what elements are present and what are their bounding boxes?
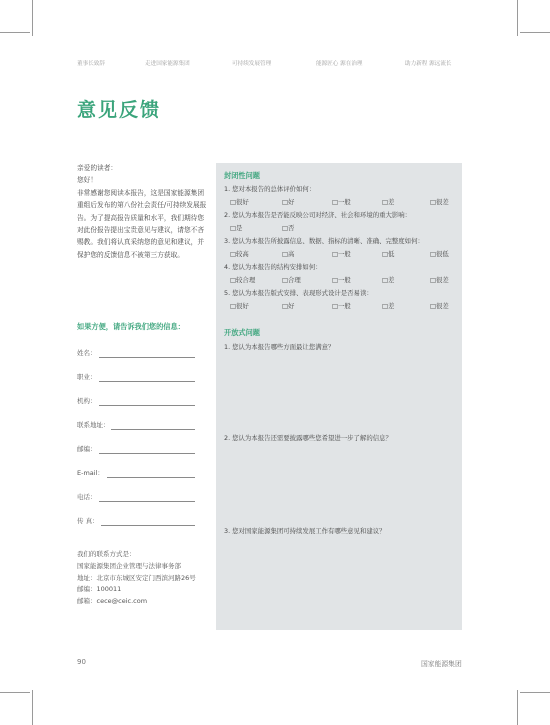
open-question-3: 3. 您对国家能源集团可持续发展工作有哪些意见和建议？: [224, 527, 386, 535]
closed-question-3: 3. 您认为本报告所披露信息、数据、指标的清晰、准确、完整度如何：: [224, 237, 424, 245]
occupation-field: [77, 372, 97, 381]
option-checkbox[interactable]: □是: [230, 224, 243, 232]
option-checkbox[interactable]: □否: [282, 224, 295, 232]
nav-item-management: 可持续发展管理: [232, 61, 272, 67]
contact-department: 国家能源集团企业管理与法律事务部: [77, 561, 181, 570]
contact-email: 邮箱：cece@ceic.com: [77, 597, 148, 606]
crop-mark: [0, 692, 30, 693]
contact-postcode: 邮编：100011: [77, 585, 122, 594]
option-checkbox[interactable]: □很差: [430, 302, 449, 310]
option-checkbox[interactable]: □很好: [230, 198, 249, 206]
option-checkbox[interactable]: □一般: [332, 198, 351, 206]
open-questions-title: 开放式问题: [224, 328, 260, 337]
intro-letter: [77, 162, 209, 261]
option-checkbox[interactable]: □差: [382, 302, 395, 310]
email-label: E-mail：: [77, 469, 104, 477]
phone-input-line[interactable]: [99, 501, 195, 502]
crop-mark: [520, 32, 550, 33]
postcode-input-line[interactable]: [99, 453, 195, 454]
crop-mark: [32, 0, 33, 36]
crop-mark: [517, 690, 518, 725]
phone-label: 电话：: [77, 493, 97, 501]
option-checkbox[interactable]: □一般: [332, 250, 351, 258]
greeting: 亲爱的读者：: [77, 164, 118, 172]
option-checkbox[interactable]: □一般: [332, 302, 351, 310]
name-field: [77, 348, 97, 357]
name-input-line[interactable]: [99, 357, 195, 358]
option-checkbox[interactable]: □高: [282, 250, 295, 258]
option-checkbox[interactable]: □好: [282, 302, 295, 310]
organization-input-line[interactable]: [99, 405, 195, 406]
contact-intro: 我们的联系方式是：: [77, 550, 136, 558]
fax-input-line[interactable]: [101, 525, 195, 526]
option-checkbox[interactable]: □合理: [282, 276, 301, 284]
organization-label: 机构：: [77, 397, 97, 405]
postcode-field: [77, 444, 97, 453]
fax-field: [77, 516, 99, 525]
nav-item-governance: 能源匠心 源在治理: [316, 61, 363, 67]
closed-options-1: [230, 197, 460, 206]
crop-mark: [520, 692, 550, 693]
fax-label: 传 真：: [77, 517, 99, 525]
name-label: 姓名：: [77, 349, 97, 357]
crop-mark: [517, 0, 518, 36]
option-checkbox[interactable]: □差: [382, 276, 395, 284]
nav-item-about: 走进国家能源集团: [145, 61, 190, 67]
option-checkbox[interactable]: □好: [282, 198, 295, 206]
phone-field: [77, 492, 97, 501]
closed-options-3: [230, 249, 460, 258]
option-checkbox[interactable]: □低: [382, 250, 395, 258]
occupation-label: 职业：: [77, 373, 97, 381]
occupation-input-line[interactable]: [99, 381, 195, 382]
closed-options-2: [230, 223, 460, 232]
footer-organization: 国家能源集团: [421, 660, 462, 668]
organization-field: [77, 396, 97, 405]
page-title: 意见反馈: [77, 99, 162, 121]
closed-question-4: 4. 您认为本报告的结构安排如何：: [224, 263, 322, 271]
option-checkbox[interactable]: □很差: [430, 198, 449, 206]
address-label: 联系地址：: [77, 421, 110, 429]
nav-item-chairman: 董事长致辞: [77, 61, 105, 67]
salutation: 您好！: [77, 176, 98, 185]
closed-question-1: 1. 您对本报告的总体评价如何：: [224, 185, 316, 193]
address-input-line[interactable]: [111, 429, 195, 430]
crop-mark: [0, 32, 30, 33]
contact-address: 地址：北京市东城区安定门西滨河路26号: [77, 573, 196, 582]
crop-mark: [32, 690, 33, 725]
email-field: [77, 468, 104, 477]
option-checkbox[interactable]: □很好: [230, 302, 249, 310]
closed-options-5: [230, 301, 460, 310]
option-checkbox[interactable]: □差: [382, 198, 395, 206]
email-input-line[interactable]: [107, 477, 195, 478]
closed-question-2: 2. 您认为本报告是否能反映公司对经济、社会和环境的重大影响：: [224, 211, 412, 219]
contact-heading: 如果方便，请告诉我们您的信息：: [77, 322, 185, 331]
closed-options-4: [230, 275, 460, 284]
option-checkbox[interactable]: □很低: [430, 250, 449, 258]
option-checkbox[interactable]: □较合理: [230, 276, 256, 284]
postcode-label: 邮编：: [77, 445, 97, 453]
closed-question-5: 5. 您认为本报告版式安排、表现形式设计是否易读：: [224, 289, 373, 297]
address-field: [77, 420, 110, 429]
page-number: 90: [77, 658, 86, 666]
questionnaire-panel: [216, 163, 462, 630]
nav-item-future: 助力新程 源远流长: [405, 61, 452, 67]
option-checkbox[interactable]: □较高: [230, 250, 249, 258]
open-question-1: 1. 您认为本报告哪些方面最让您满意？: [224, 343, 335, 351]
option-checkbox[interactable]: □一般: [332, 276, 351, 284]
open-question-2: 2. 您认为本报告还需要披露哪些您希望进一步了解的信息？: [224, 434, 392, 442]
intro-paragraph: 非常感谢您阅读本报告，这是国家能源集团重组后发布的第八份社会责任/可持续发展报告。为了提高报告质量和水平，我们期待您对此份报告提出宝贵意见与建议，请您不吝赐教。我们将认真采纳您的意见和建议，并保护您的反馈信息不被第三方获取。: [77, 188, 207, 259]
contact-info: [77, 549, 212, 608]
option-checkbox[interactable]: □很差: [430, 276, 449, 284]
closed-questions-title: 封闭性问题: [224, 171, 260, 180]
